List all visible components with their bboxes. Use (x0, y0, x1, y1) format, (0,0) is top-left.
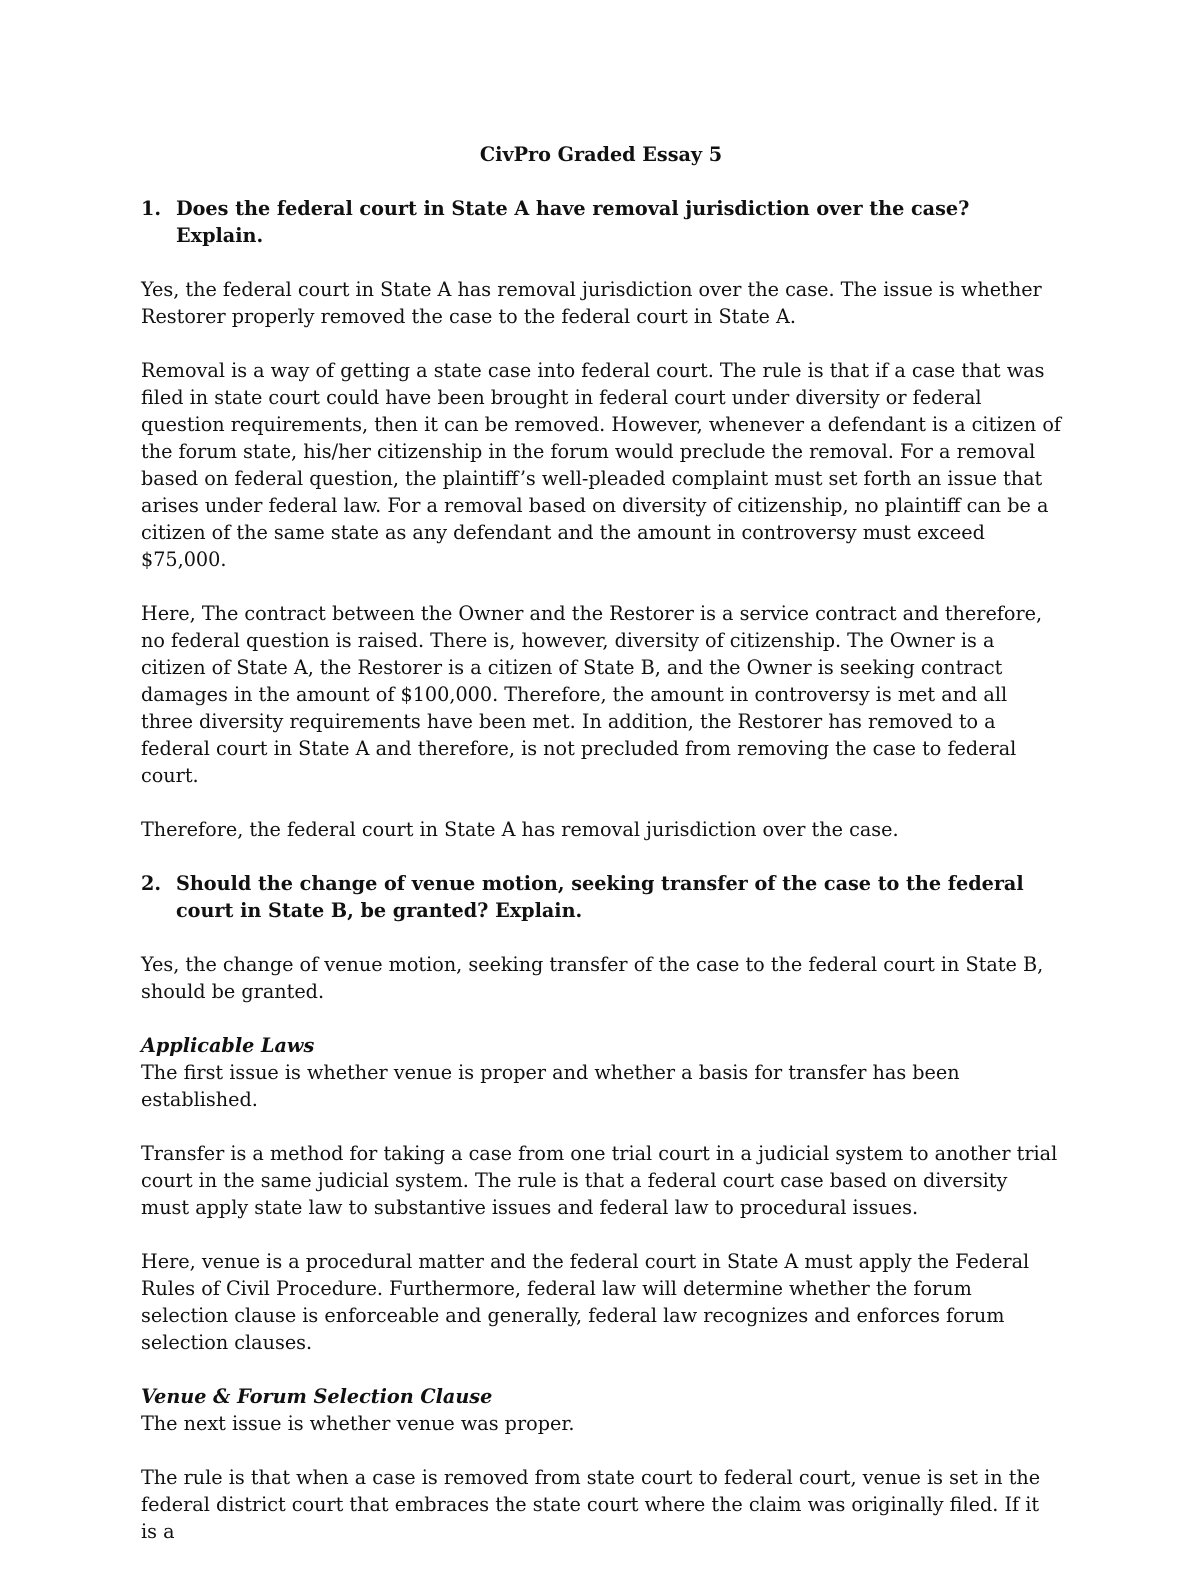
answer-2-paragraph-removal-venue: The rule is that when a case is removed from state court to federal court, venue is set in the federal district court that embraces the state court where the claim was originally filed. If it is a (141, 1466, 1041, 1543)
question-2-text: Should the change of venue motion, seeking transfer of the case to the federal court in State B, be granted? Explain. (176, 872, 1024, 922)
question-1-text: Does the federal court in State A have removal jurisdiction over the case? Explain. (176, 197, 970, 247)
applicable-laws-text: The first issue is whether venue is proper and whether a basis for transfer has been established. (141, 1061, 960, 1111)
answer-1-paragraph-1: Yes, the federal court in State A has removal jurisdiction over the case. The issue is whether Restorer properly removed the case to the federal court in State A. (141, 278, 1042, 328)
subheading-applicable-laws: Applicable Laws (141, 1034, 315, 1057)
answer-2-paragraph-venue-procedural: Here, venue is a procedural matter and the federal court in State A must apply the Federal Rules of Civil Procedure. Furthermore, federal law will determine whether the forum selection clause is enforceable and generally, federal law recognizes and enforces forum selection clauses. (141, 1250, 1030, 1354)
question-1 (141, 195, 1061, 249)
question-2-number: 2. (141, 872, 162, 895)
question-2 (141, 870, 1061, 924)
section-applicable-laws (141, 1032, 1061, 1113)
answer-1-paragraph-3: Here, The contract between the Owner and the Restorer is a service contract and therefore, no federal question is raised. There is, however, diversity of citizenship. The Owner is a citizen of State A, the Restorer is a citizen of State B, and the Owner is seeking contract damages in the amount of $100,000. Therefore, the amount in controversy is met and all three diversity requirements have been met. In addition, the Restorer has removed to a federal court in State A and therefore, is not precluded from removing the case to federal court. (141, 602, 1043, 787)
section-venue-forum-selection (141, 1383, 1061, 1437)
document-title: CivPro Graded Essay 5 (479, 143, 723, 166)
subheading-venue-forum-selection: Venue & Forum Selection Clause (141, 1385, 493, 1408)
document-page (141, 141, 1061, 1572)
answer-1-conclusion: Therefore, the federal court in State A has removal jurisdiction over the case. (141, 818, 899, 841)
question-1-number: 1. (141, 197, 162, 220)
venue-forum-selection-text: The next issue is whether venue was proper. (141, 1412, 575, 1435)
answer-2-paragraph-transfer: Transfer is a method for taking a case from one trial court in a judicial system to another trial court in the same judicial system. The rule is that a federal court case based on diversity must apply state law to substantive issues and federal law to procedural issues. (141, 1142, 1058, 1219)
answer-1-paragraph-2: Removal is a way of getting a state case into federal court. The rule is that if a case that was filed in state court could have been brought in federal court under diversity or federal question requirements, then it can be removed. However, whenever a defendant is a citizen of the forum state, his/her citizenship in the forum would preclude the removal. For a removal based on federal question, the plaintiff’s well-pleaded complaint must set forth an issue that arises under federal law. For a removal based on diversity of citizenship, no plaintiff can be a citizen of the same state as any defendant and the amount in controversy must exceed $75,000. (141, 359, 1061, 571)
answer-2-paragraph-1: Yes, the change of venue motion, seeking transfer of the case to the federal court in State B, should be granted. (141, 953, 1044, 1003)
